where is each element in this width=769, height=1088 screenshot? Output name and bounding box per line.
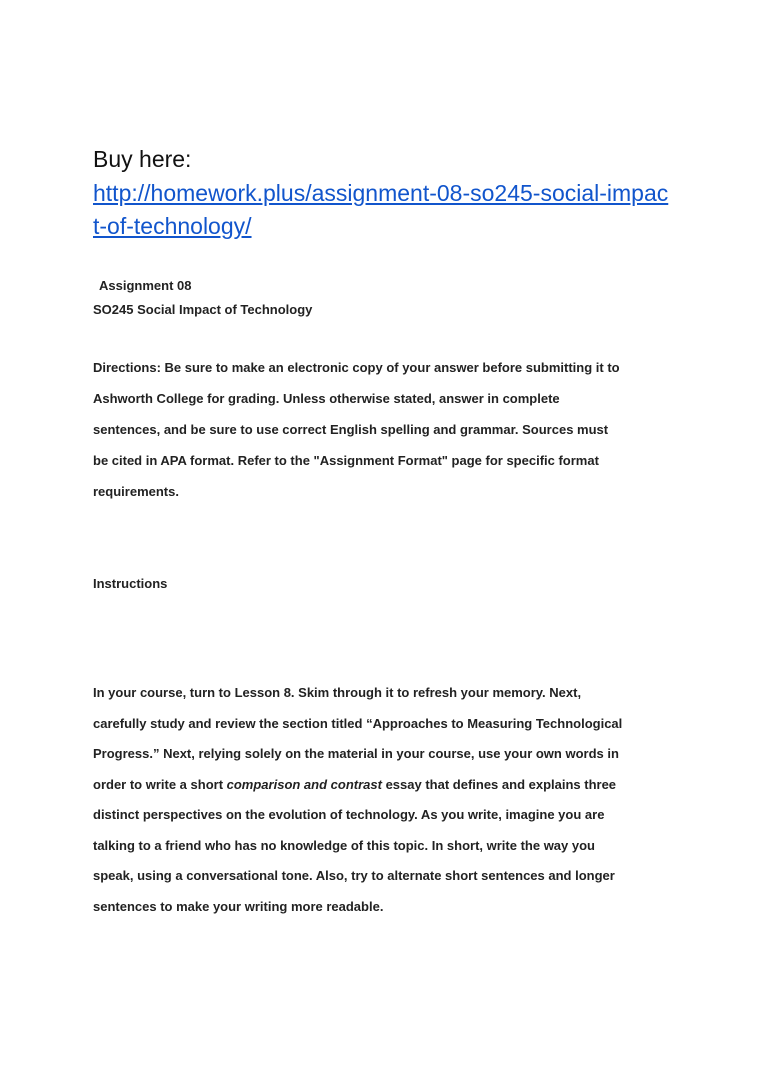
buy-here-label: Buy here: [93,146,192,172]
directions-line: be cited in APA format. Refer to the "Assignment Format" page for specific format [93,453,599,468]
instructions-line: In your course, turn to Lesson 8. Skim through it to refresh your memory. Next, [93,685,582,700]
instructions-text: order to write a short [93,776,227,792]
instructions-line: Progress.” Next, relying solely on the material in your course, use your own words in [93,746,619,761]
purchase-link-line-2[interactable]: t-of-technology/ [93,213,252,239]
instructions-text: essay that defines and explains three [381,776,617,792]
purchase-link[interactable] [93,177,683,243]
instructions-line: carefully study and review the section titled “Approaches to Measuring Technological [93,715,623,731]
purchase-link-line-1[interactable]: http://homework.plus/assignment-08-so245-social-impac [93,180,669,206]
assignment-number: Assignment 08 [99,278,192,293]
directions-line: requirements. [93,484,179,499]
instructions-heading: Instructions [93,576,168,591]
directions-line: Directions: Be sure to make an electronic copy of your answer before submitting it to [93,360,620,375]
directions-line: sentences, and be sure to use correct English spelling and grammar. Sources must [93,422,609,437]
instructions-line: talking to a friend who has no knowledge of this topic. In short, write the way you [93,837,595,853]
instructions-paragraph [93,678,683,922]
instructions-line: sentences to make your writing more readable. [93,898,384,914]
directions-line: Ashworth College for grading. Unless otherwise stated, answer in complete [93,391,560,406]
directions-paragraph [93,352,683,507]
emphasized-phrase: comparison and contrast [226,776,382,792]
instructions-line: speak, using a conversational tone. Also, try to alternate short sentences and longer [93,868,615,883]
course-title: SO245 Social Impact of Technology [93,302,313,317]
instructions-line-emphasis [93,770,683,801]
instructions-line: distinct perspectives on the evolution of technology. As you write, imagine you are [93,807,605,822]
